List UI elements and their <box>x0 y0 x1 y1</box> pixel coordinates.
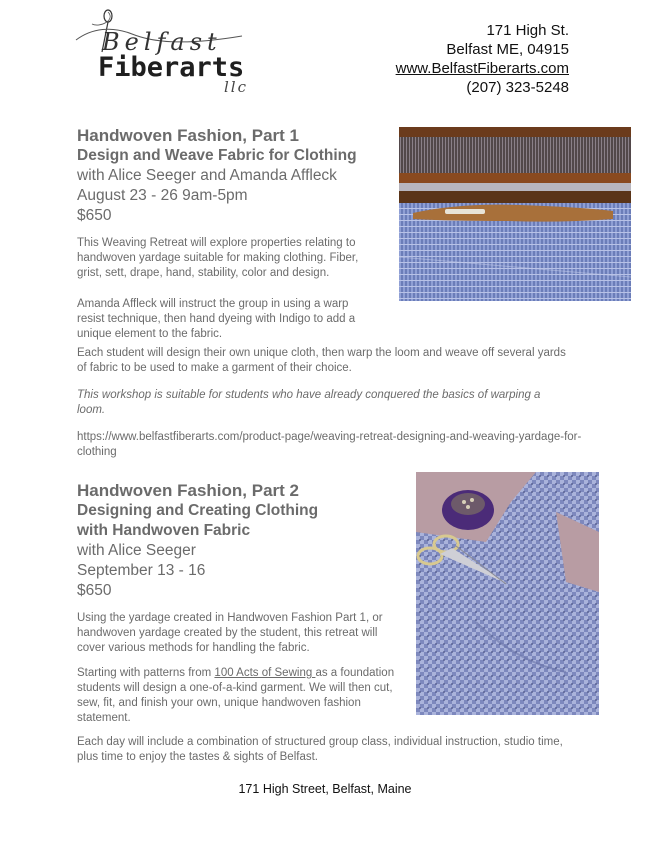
footer-address: 171 High Street, Belfast, Maine <box>238 782 412 796</box>
workshop-2-para2 <box>77 666 402 726</box>
workshop-1-note: This workshop is suitable for students who have already conquered the basics of warping a loom. <box>77 389 541 416</box>
workshop-1-price: $650 <box>77 207 112 224</box>
workshop-1-dates: August 23 - 26 9am-5pm <box>77 187 248 204</box>
workshop-1-header <box>77 125 397 226</box>
workshop-2-price: $650 <box>77 582 112 599</box>
logo-fiberarts: Fiberarts <box>98 52 245 83</box>
fabric-photo <box>416 472 599 715</box>
workshop-2-instructors: with Alice Seeger <box>77 542 196 559</box>
workshop-2-para1: Using the yardage created in Handwoven Fashion Part 1, or handwoven yardage created by the student, this retreat will cover various methods for handling the fabric. <box>77 612 383 654</box>
contact-block <box>396 21 569 97</box>
workshop-2-dates: September 13 - 16 <box>77 562 206 579</box>
workshop-1-subtitle: Design and Weave Fabric for Clothing <box>77 147 357 164</box>
logo-belfast: Belfast <box>102 28 222 56</box>
workshop-2-para3: Each day will include a combination of structured group class, individual instruction, studio time, plus time to enjoy the tastes & sights of Belfast. <box>77 736 563 763</box>
workshop-2-header <box>77 480 397 601</box>
city-address: Belfast ME, 04915 <box>446 41 569 58</box>
company-logo <box>72 6 272 98</box>
para2-text-after: as a foundation students will design a one-of-a-kind garment. We will then cut, sew, fit, and finish your own, unique handwoven fashion statement. <box>77 667 395 724</box>
workshop-1-url[interactable]: https://www.belfastfiberarts.com/product-page/weaving-retreat-designing-and-weaving-yardage-for-clothing <box>77 431 582 458</box>
street-address: 171 High St. <box>486 22 569 39</box>
workshop-2-subtitle-2: with Handwoven Fabric <box>77 522 251 539</box>
workshop-1-instructors: with Alice Seeger and Amanda Affleck <box>77 167 337 184</box>
workshop-2-title: Handwoven Fashion, Part 2 <box>77 481 299 500</box>
phone-number: (207) 323-5248 <box>466 79 569 96</box>
workshop-2-subtitle-1: Designing and Creating Clothing <box>77 502 319 519</box>
workshop-1-para2: Amanda Affleck will instruct the group in using a warp resist technique, then hand dyeing with Indigo to add a unique element to the fabric. <box>77 298 356 340</box>
workshop-1-para1: This Weaving Retreat will explore properties relating to handwoven yardage suitable for making clothing. Fiber, grist, sett, drape, hand, stability, color and design. <box>77 237 359 279</box>
para2-text-before: Starting with patterns from <box>77 667 215 679</box>
logo-llc: llc <box>224 78 248 96</box>
loom-photo <box>399 127 631 301</box>
100-acts-of-sewing-link[interactable]: 100 Acts of Sewing <box>214 667 316 679</box>
website-link[interactable]: www.BelfastFiberarts.com <box>395 60 569 77</box>
workshop-1-title: Handwoven Fashion, Part 1 <box>77 126 299 145</box>
workshop-1-para3: Each student will design their own unique cloth, then warp the loom and weave off several yards of fabric to be used to make a garment of their choice. <box>77 347 566 374</box>
